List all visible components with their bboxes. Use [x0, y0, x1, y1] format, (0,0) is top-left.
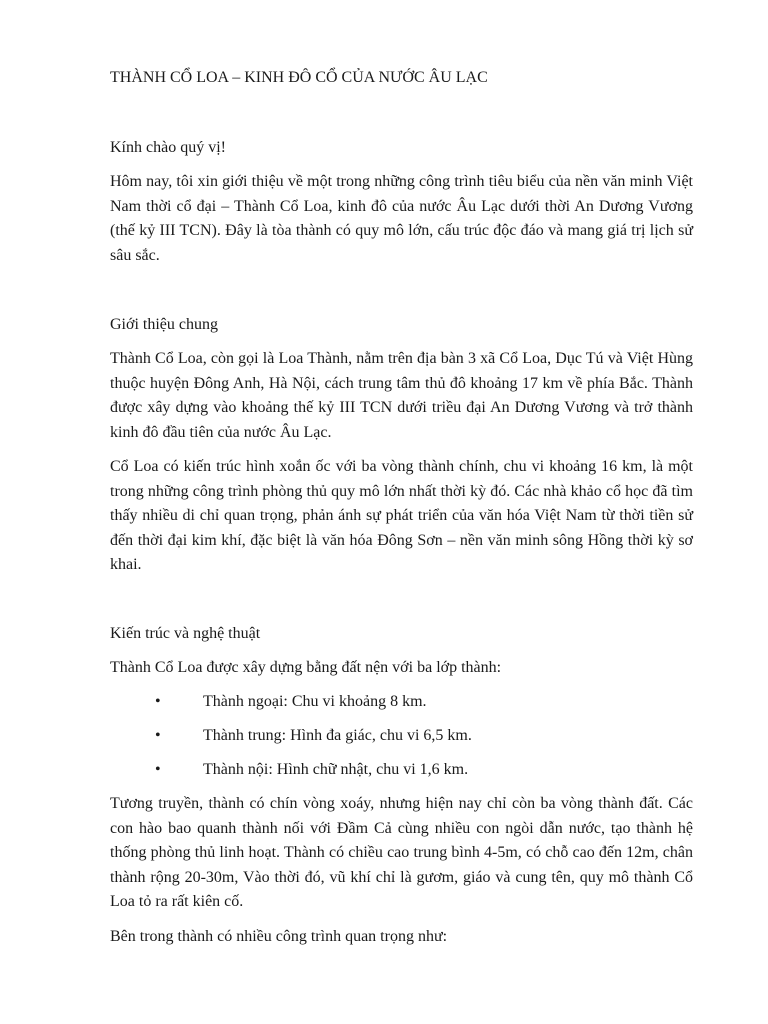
architecture-paragraph-1: Tương truyền, thành có chín vòng xoáy, nhưng hiện nay chỉ còn ba vòng thành đất. Các con hào bao quanh thành nối với Đầm Cả cùng nhiều con ngòi dẫn nước, tạo thành hệ thống phòng thủ linh hoạt. Thành có chiều cao trung bình 4-5m, có chỗ cao đến 12m, chân thành rộng 20-30m, Vào thời đó, vũ khí chỉ là gươm, giáo và cung tên, quy mô thành Cổ Loa tỏ ra rất kiên cố. [110, 795, 693, 910]
intro-paragraph: Hôm nay, tôi xin giới thiệu về một trong những công trình tiêu biểu của nền văn minh Việt Nam thời cổ đại – Thành Cổ Loa, kinh đô của nước Âu Lạc dưới thời An Dương Vương (thế kỷ III TCN). Đây là tòa thành có quy mô lớn, cấu trúc độc đáo và mang giá trị lịch sử sâu sắc. [110, 173, 693, 264]
bullet-icon: • [155, 727, 161, 744]
general-paragraph-1: Thành Cổ Loa, còn gọi là Loa Thành, nằm trên địa bàn 3 xã Cổ Loa, Dục Tú và Việt Hùng thuộc huyện Đông Anh, Hà Nội, cách trung tâm thủ đô khoảng 17 km về phía Bắc. Thành được xây dựng vào khoảng thế kỷ III TCN dưới triều đại An Dương Vương và trở thành kinh đô đầu tiên của nước Âu Lạc. [110, 350, 693, 441]
greeting-text: Kính chào quý vị! [110, 139, 226, 156]
architecture-paragraph-2: Bên trong thành có nhiều công trình quan trọng như: [110, 928, 448, 945]
section-heading-general: Giới thiệu chung [110, 316, 218, 333]
list-item-text: Thành nội: Hình chữ nhật, chu vi 1,6 km. [203, 761, 469, 778]
architecture-lead: Thành Cổ Loa được xây dựng bằng đất nện với ba lớp thành: [110, 659, 502, 676]
list-item [110, 724, 693, 758]
list-item-text: Thành ngoại: Chu vi khoảng 8 km. [203, 693, 427, 710]
general-paragraph-2: Cổ Loa có kiến trúc hình xoắn ốc với ba vòng thành chính, chu vi khoảng 16 km, là một trong những công trình phòng thủ quy mô lớn nhất thời kỳ đó. Các nhà khảo cổ học đã tìm thấy nhiều di chỉ quan trọng, phản ánh sự phát triển của văn hóa Việt Nam từ thời tiền sử đến thời đại kim khí, đặc biệt là văn hóa Đông Sơn – nền văn minh sông Hồng thời kỳ sơ khai. [110, 458, 693, 573]
wall-layers-list [110, 690, 693, 792]
list-item [110, 758, 693, 792]
list-item [110, 690, 693, 724]
list-item-text: Thành trung: Hình đa giác, chu vi 6,5 km. [203, 727, 472, 744]
section-heading-architecture: Kiến trúc và nghệ thuật [110, 625, 261, 642]
bullet-icon: • [155, 761, 161, 778]
document-title: THÀNH CỔ LOA – KINH ĐÔ CỔ CỦA NƯỚC ÂU LẠC [110, 69, 488, 86]
bullet-icon: • [155, 693, 161, 710]
